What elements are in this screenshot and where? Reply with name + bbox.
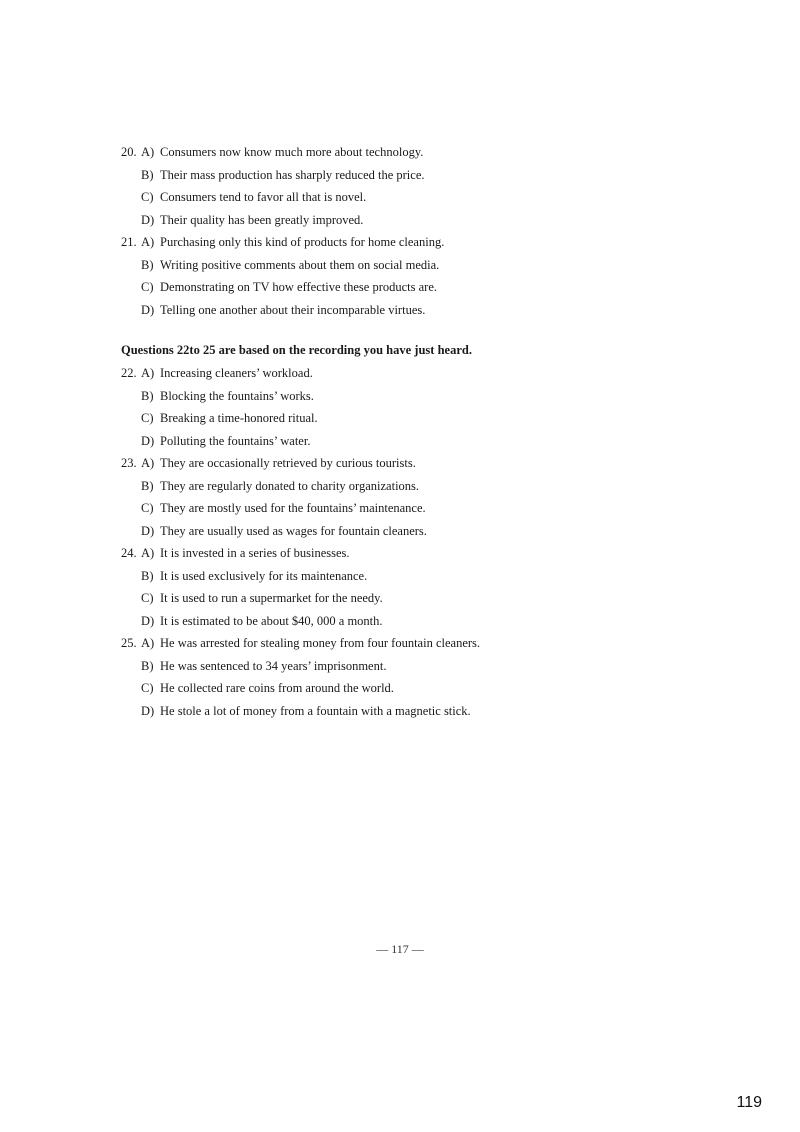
option-row [121,362,721,385]
option-text: They are regularly donated to charity organizations. [160,478,420,493]
option-row [121,452,721,475]
option-row [121,475,721,498]
option-text: Purchasing only this kind of products for home cleaning. [160,235,445,249]
section-heading: Questions 22to 25 are based on the recording you have just heard. [121,343,472,357]
option-text: Their mass production has sharply reduced the price. [160,167,425,182]
option-text: Their quality has been greatly improved. [160,212,364,227]
option-text: It is used exclusively for its maintenance. [160,568,368,583]
option-text: Writing positive comments about them on social media. [160,257,440,272]
option-letter: D) [141,302,155,317]
option-letter: B) [141,658,154,673]
option-letter: C) [141,280,154,294]
option-letter: A) [141,235,155,249]
option-text: They are usually used as wages for fountain cleaners. [160,523,427,538]
option-letter: A) [141,636,155,650]
option-row [121,231,721,254]
option-letter: A) [141,145,155,159]
question-23 [121,452,721,542]
option-letter: D) [141,212,155,227]
option-text: Polluting the fountains’ water. [160,433,311,448]
question-24 [121,542,721,632]
option-text: It is invested in a series of businesses. [160,546,350,560]
option-letter: C) [141,190,154,204]
scan-page-number: 119 [736,1094,762,1111]
option-text: Telling one another about their incomparable virtues. [160,302,426,317]
option-row [121,299,721,322]
question-22 [121,362,721,452]
option-letter: B) [141,388,154,403]
option-letter: C) [141,501,154,515]
question-number: 24. [121,546,137,560]
question-number: 20. [121,145,137,159]
option-letter: B) [141,257,154,272]
option-row [121,385,721,408]
option-letter: D) [141,703,155,718]
option-text: They are occasionally retrieved by curious tourists. [160,456,416,470]
option-letter: B) [141,167,154,182]
option-row [121,430,721,453]
option-row [121,497,721,520]
option-row [121,632,721,655]
option-row [121,587,721,610]
question-number: 21. [121,235,137,249]
option-row [121,254,721,277]
question-number: 22. [121,366,137,380]
option-letter: D) [141,433,155,448]
option-row [121,164,721,187]
option-row [121,520,721,543]
option-letter: B) [141,478,154,493]
question-20 [121,141,721,231]
option-row [121,407,721,430]
option-text: Demonstrating on TV how effective these products are. [160,280,438,294]
option-row [121,655,721,678]
option-letter: A) [141,546,155,560]
option-text: It is estimated to be about $40, 000 a month. [160,613,383,628]
option-letter: C) [141,681,154,695]
question-number: 25. [121,636,137,650]
option-text: He collected rare coins from around the world. [160,681,394,695]
option-row [121,276,721,299]
option-letter: C) [141,591,154,605]
option-row [121,610,721,633]
option-text: He was arrested for stealing money from four fountain cleaners. [160,636,481,650]
option-text: Breaking a time-honored ritual. [160,411,318,425]
option-text: Blocking the fountains’ works. [160,388,314,403]
option-letter: D) [141,613,155,628]
option-text: They are mostly used for the fountains’ maintenance. [160,501,426,515]
option-text: He stole a lot of money from a fountain with a magnetic stick. [160,703,471,718]
option-letter: A) [141,456,155,470]
option-letter: D) [141,523,155,538]
option-row [121,700,721,723]
option-text: He was sentenced to 34 years’ imprisonment. [160,658,387,673]
option-letter: B) [141,568,154,583]
option-row [121,677,721,700]
footer-page-number: — 117 — [376,942,424,956]
page-content [121,141,721,722]
question-number: 23. [121,456,137,470]
option-row [121,186,721,209]
option-text: It is used to run a supermarket for the needy. [160,591,383,605]
option-text: Consumers tend to favor all that is novel. [160,190,367,204]
option-letter: C) [141,411,154,425]
option-text: Consumers now know much more about technology. [160,145,424,159]
option-letter: A) [141,366,155,380]
question-21 [121,231,721,321]
option-text: Increasing cleaners’ workload. [160,366,313,380]
question-25 [121,632,721,722]
option-row [121,542,721,565]
option-row [121,565,721,588]
option-row [121,141,721,164]
option-row [121,209,721,232]
